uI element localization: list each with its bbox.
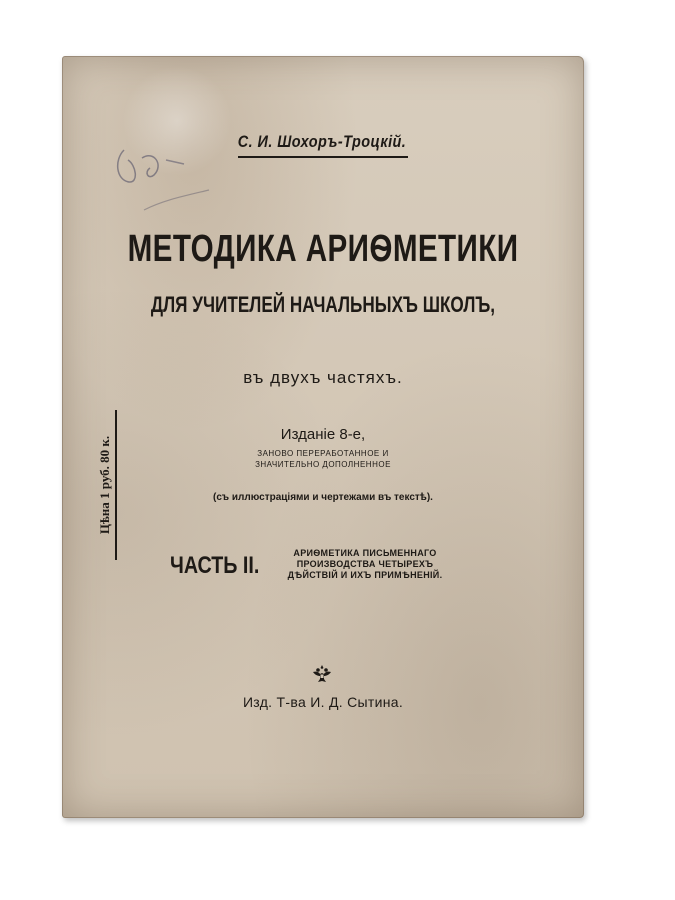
edition-label: Изданіе 8-е, <box>280 426 366 443</box>
publisher-line: Изд. Т-ва И. Д. Сытина. <box>242 694 404 710</box>
illustrations-note: (съ иллюстраціями и чертежами въ текстѣ). <box>213 492 433 503</box>
book-title: МЕТОДИКА АРИѲМЕТИКИ <box>127 228 519 270</box>
part-description: АРИѲМЕТИКА ПИСЬМЕННАГО ПРОИЗВОДСТВА ЧЕТЫРЕХЪ ДѢЙСТВІЙ И ИХЪ ПРИМѢНЕНІЙ. <box>287 548 443 580</box>
price-text: Цѣна 1 руб. 80 к. <box>97 435 112 535</box>
author-underline <box>238 156 408 158</box>
edition-note: ЗАНОВО ПЕРЕРАБОТАННОЕ И ЗНАЧИТЕЛЬНО ДОПОЛНЕННОЕ <box>255 449 391 469</box>
price-underline <box>115 410 117 560</box>
author-name: С. И. Шохоръ-Троцкій. <box>237 132 407 151</box>
double-headed-eagle-icon <box>310 662 334 686</box>
book-cover <box>62 56 584 818</box>
price-label <box>96 410 120 560</box>
part-label: ЧАСТЬ II. <box>170 552 260 579</box>
handwritten-pencil-mark <box>84 120 214 220</box>
parts-note: въ двухъ частяхъ. <box>243 368 403 387</box>
book-subtitle: ДЛЯ УЧИТЕЛЕЙ НАЧАЛЬНЫХЪ ШКОЛЪ, <box>150 292 496 317</box>
